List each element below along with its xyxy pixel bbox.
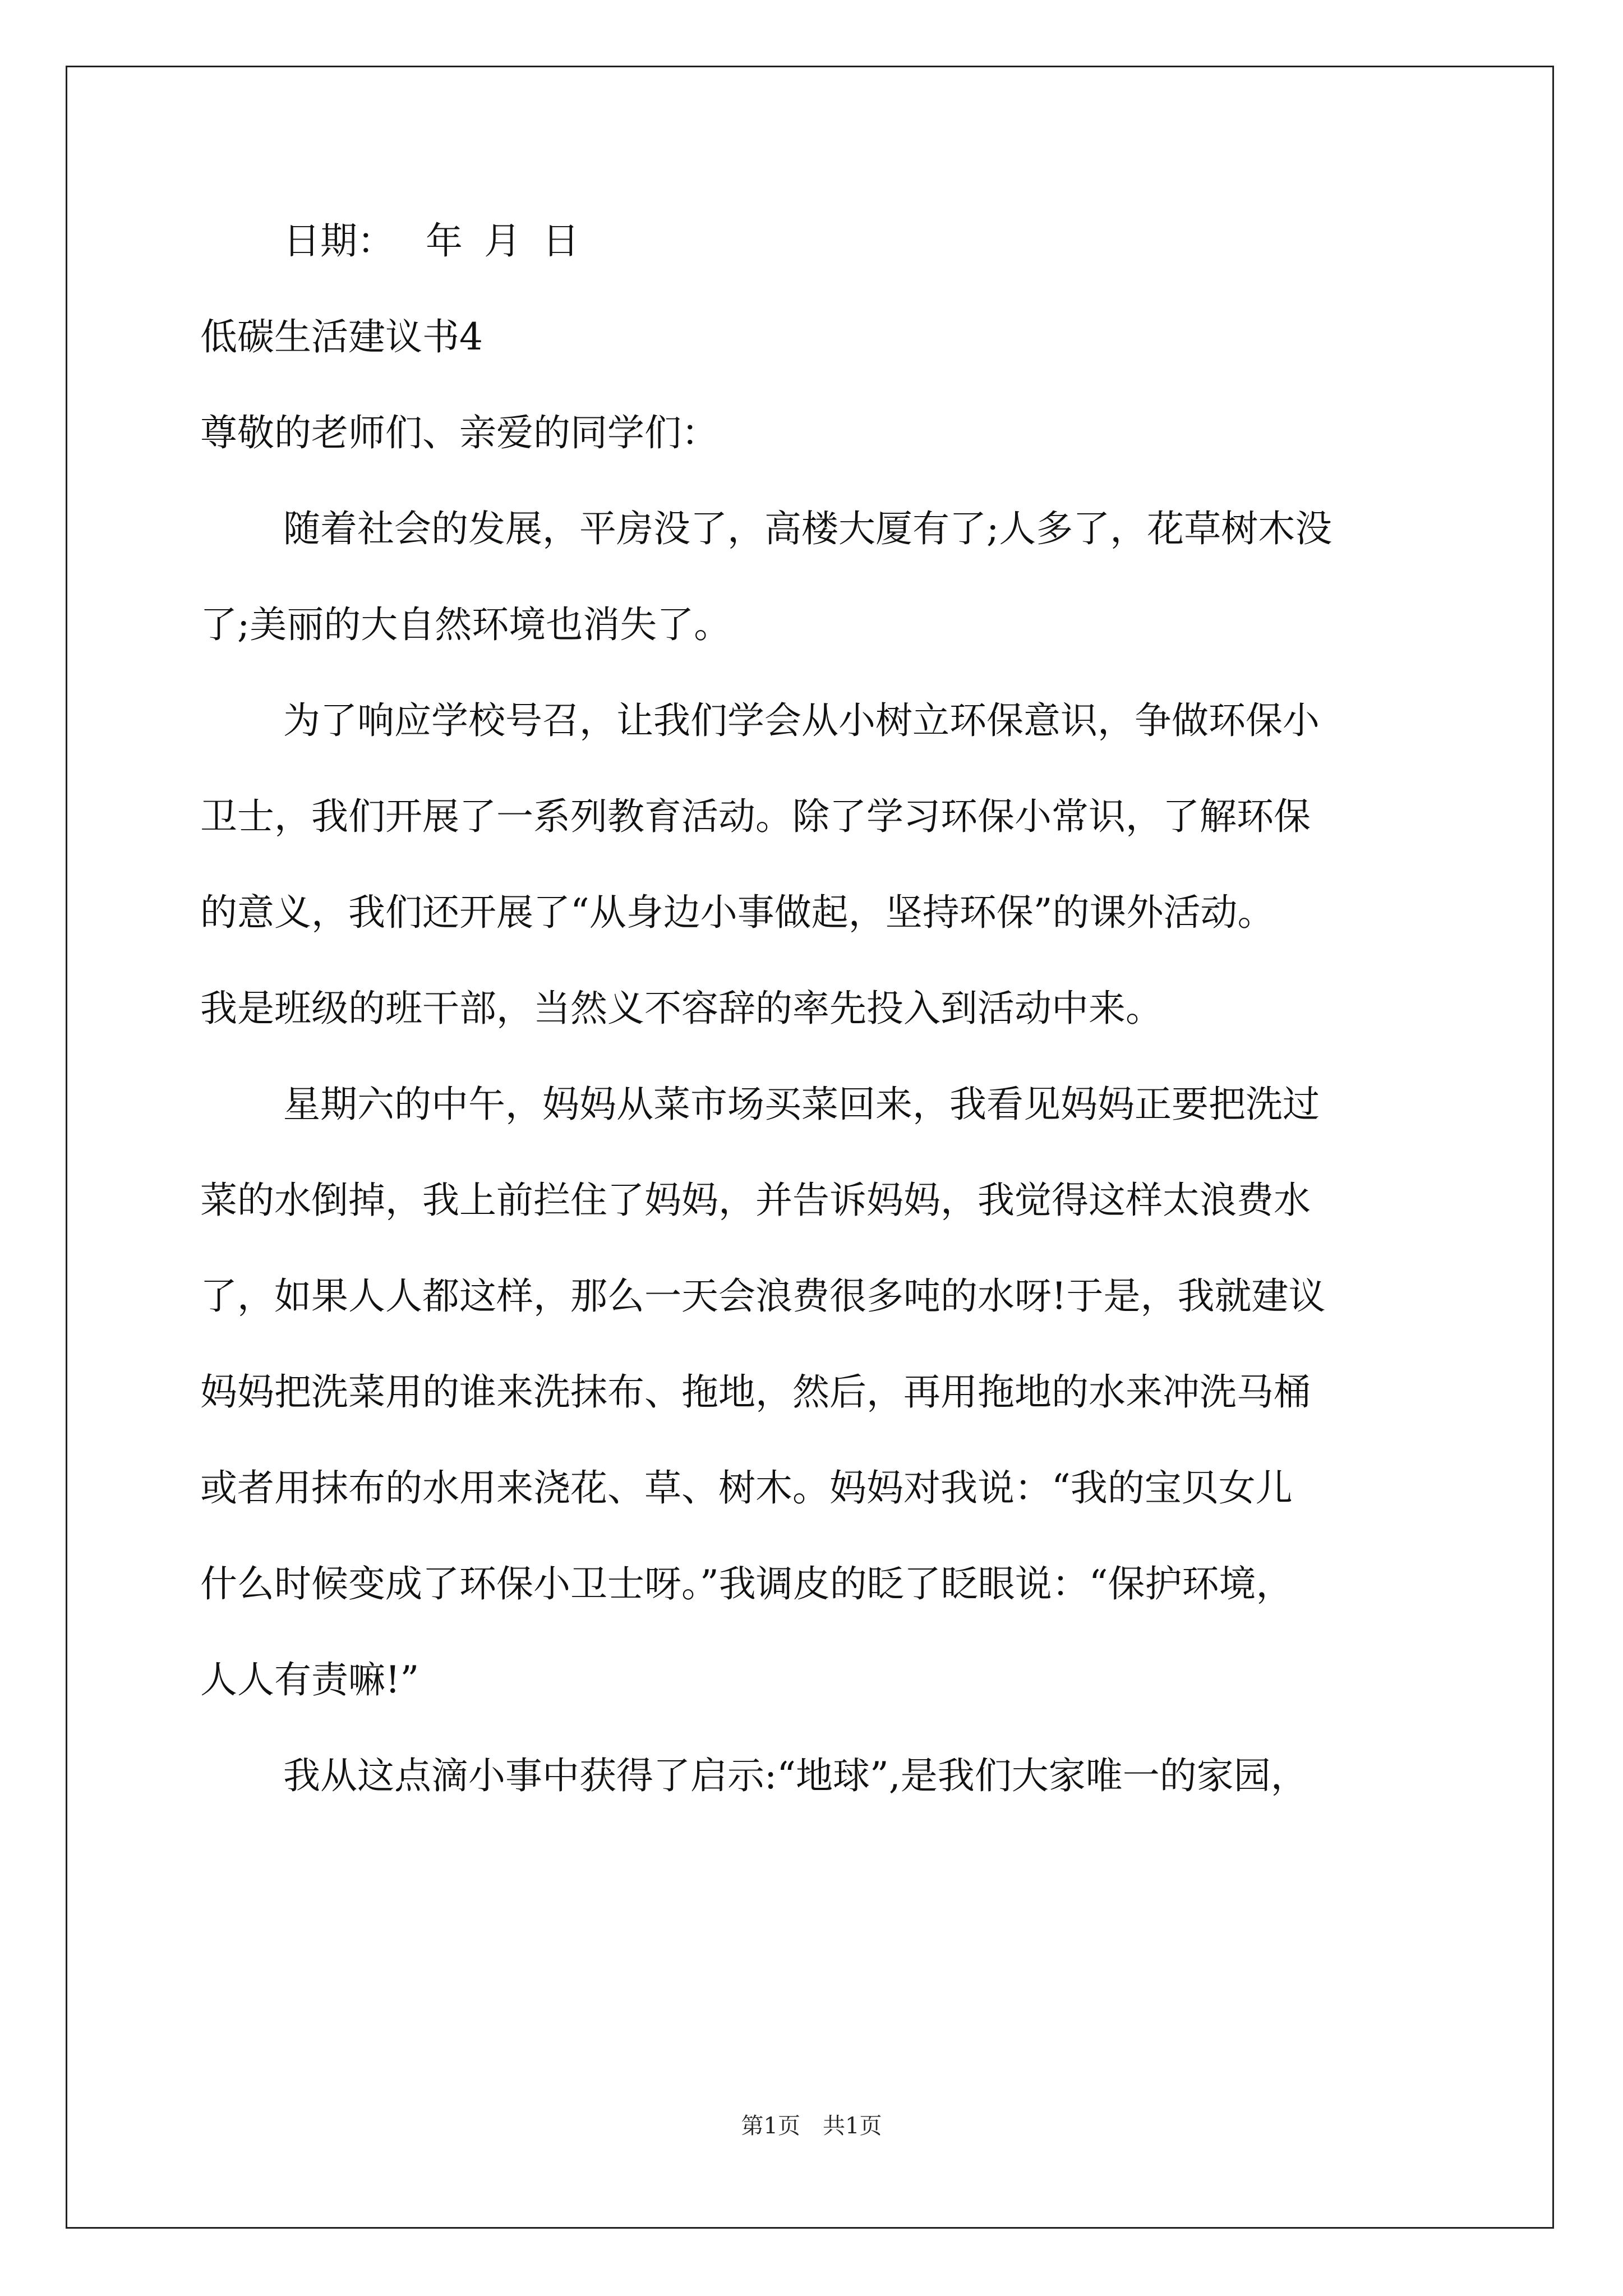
paragraph-2 [200,696,1423,1034]
paragraph-line: 的意义，我们还开展了“从身边小事做起，坚持环保”的课外活动。 [200,891,1275,934]
paragraph-1 [200,504,1423,650]
paragraph-line: 星期六的中午，妈妈从菜市场买菜回来，我看见妈妈正要把洗过 [283,1083,1320,1126]
salutation: 尊敬的老师们、亲爱的同学们： [200,411,718,454]
paragraph-line: 卫士，我们开展了一系列教育活动。除了学习环保小常识，了解环保 [200,795,1311,838]
paragraph-line: 人人有责嘛!” [200,1658,419,1701]
paragraph-line: 或者用抹布的水用来浇花、草、树木。妈妈对我说：“我的宝贝女儿 [200,1466,1293,1510]
date-line [200,216,1423,266]
paragraph-line: 我是班级的班干部，当然义不容辞的率先投入到活动中来。 [200,987,1163,1030]
day-label: 日 [542,219,579,263]
paragraph-line: 什么时候变成了环保小卫士呀。”我调皮的眨了眨眼说：“保护环境， [200,1562,1293,1605]
month-label: 月 [484,219,521,263]
paragraph-line: 菜的水倒掉，我上前拦住了妈妈，并告诉妈妈，我觉得这样太浪费水 [200,1179,1311,1222]
document-title: 低碳生活建议书4 [200,315,483,358]
paragraph-line: 了，如果人人都这样，那么一天会浪费很多吨的水呀!于是，我就建议 [200,1274,1326,1318]
year-label: 年 [426,219,463,263]
paragraph-4 [200,1751,1423,1801]
page-number-footer: 第1页 共1页 [741,2113,882,2139]
paragraph-3 [200,1079,1423,1705]
paragraph-line: 随着社会的发展，平房没了，高楼大厦有了;人多了，花草树木没 [283,507,1332,550]
paragraph-line: 为了响应学校号召，让我们学会从小树立环保意识，争做环保小 [283,699,1320,742]
paragraph-line: 了;美丽的大自然环境也消失了。 [200,603,731,646]
document-body [200,216,1423,1801]
date-label: 日期： [283,219,394,263]
paragraph-line: 我从这点滴小事中获得了启示:“地球”,是我们大家唯一的家园， [283,1754,1308,1797]
paragraph-line: 妈妈把洗菜用的谁来洗抹布、拖地，然后，再用拖地的水来冲洗马桶 [200,1370,1311,1414]
